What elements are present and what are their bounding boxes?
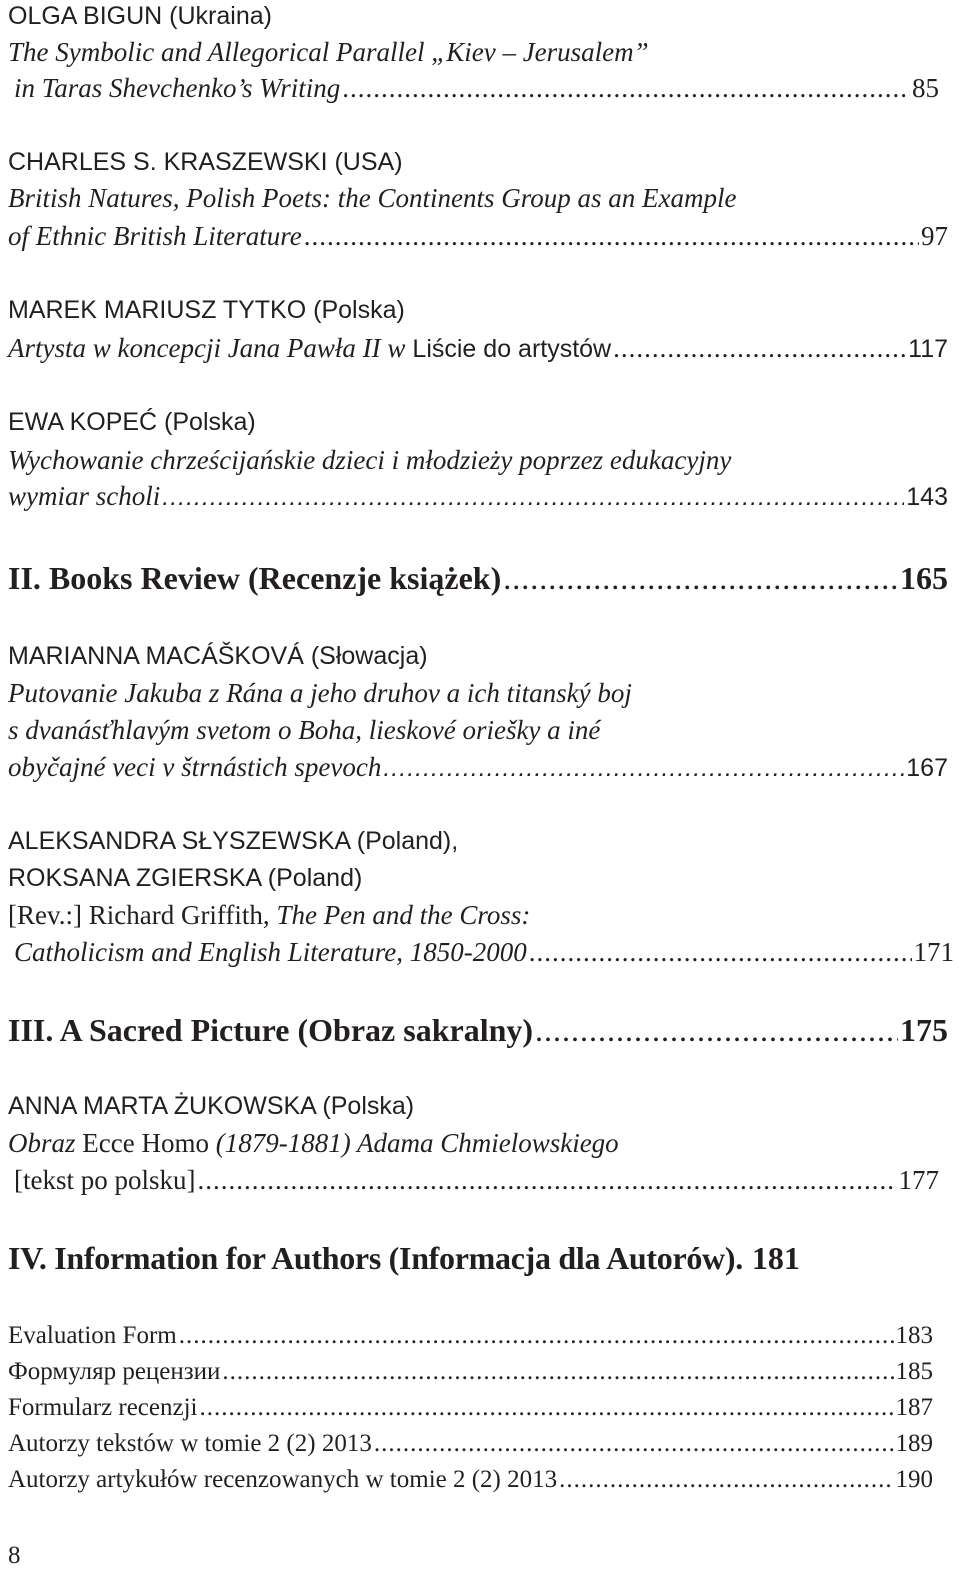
- page-number: 189: [895, 1430, 933, 1457]
- leader-dots: [200, 1390, 894, 1426]
- entry-title: Wychowanie chrześcijańskie dzieci i młodzieży poprzez edukacyjny: [8, 445, 732, 475]
- page-number: 190: [895, 1466, 933, 1493]
- entry-title: Putovanie Jakuba z Rána a jeho druhov a ich titanský boj: [8, 678, 632, 708]
- entry-title: Evaluation Form: [8, 1322, 177, 1349]
- entry-title-line: [8, 897, 530, 933]
- toc-entry-row[interactable]: [8, 1390, 933, 1426]
- folio-page-number: 8: [8, 1542, 21, 1569]
- entry-title: obyčajné veci v štrnástich spevoch: [8, 752, 382, 782]
- entry-author: ROKSANA ZGIERSKA (Poland): [8, 864, 363, 892]
- entry-title: s dvanásťhlavým svetom o Boha, lieskové oriešky a iné: [8, 715, 601, 745]
- toc-entry-row[interactable]: [8, 478, 948, 514]
- page-number: 117: [908, 335, 948, 363]
- entry-title: of Ethnic British Literature: [8, 221, 302, 251]
- toc-entry-row[interactable]: [14, 70, 939, 106]
- toc-entry-row[interactable]: [8, 1426, 933, 1462]
- entry-title-line: [8, 1125, 619, 1161]
- page-number: 177: [898, 1165, 939, 1195]
- entry-title: Artysta w koncepcji Jana Pawła II w: [8, 333, 406, 363]
- leader-dots: [342, 70, 910, 106]
- leader-dots: [559, 1462, 893, 1498]
- entry-title-quoted: Liście do artystów: [412, 335, 612, 363]
- section-heading-row[interactable]: [8, 1012, 948, 1048]
- entry-author: MARIANNA MACÁŠKOVÁ (Słowacja): [8, 642, 428, 670]
- leader-dots: [383, 750, 904, 786]
- leader-dots: [222, 1354, 893, 1390]
- leader-dots: [529, 934, 912, 970]
- section-heading: IV. Information for Authors (Informacja dla Autorów).: [8, 1240, 743, 1276]
- toc-entry-row[interactable]: [8, 330, 948, 366]
- leader-dots: [162, 479, 904, 515]
- entry-title: British Natures, Polish Poets: the Continents Group as an Example: [8, 183, 737, 213]
- leader-dots: [503, 560, 898, 596]
- entry-title-quoted: Ecce Homo: [82, 1128, 209, 1158]
- entry-author: ALEKSANDRA SŁYSZEWSKA (Poland),: [8, 827, 459, 855]
- page-number: 171: [913, 937, 954, 967]
- entry-title: Autorzy tekstów w tomie 2 (2) 2013: [8, 1430, 372, 1457]
- entry-title: Catholicism and English Literature, 1850-2000: [14, 937, 527, 967]
- entry-author: CHARLES S. KRASZEWSKI (USA): [8, 148, 403, 176]
- toc-entry-row[interactable]: [14, 1162, 939, 1198]
- page-number: 183: [895, 1322, 933, 1349]
- page-number: 187: [895, 1394, 933, 1421]
- toc-entry-row[interactable]: [14, 934, 954, 970]
- toc-entry-row[interactable]: [8, 1462, 933, 1498]
- entry-title: in Taras Shevchenko’s Writing: [14, 73, 341, 103]
- review-prefix: [Rev.:] Richard Griffith,: [8, 900, 270, 930]
- entry-title: Formularz recenzji: [8, 1394, 198, 1421]
- page-number: 175: [900, 1012, 948, 1048]
- page-number: 165: [900, 560, 948, 596]
- toc-entry-row[interactable]: [8, 1354, 933, 1390]
- entry-author: MAREK MARIUSZ TYTKO (Polska): [8, 296, 405, 324]
- page-number: 97: [921, 221, 948, 251]
- page-number: 85: [912, 73, 939, 103]
- toc-entry-row[interactable]: [8, 218, 948, 254]
- entry-title: wymiar scholi: [8, 481, 161, 511]
- section-heading-row[interactable]: [8, 1240, 948, 1276]
- toc-entry-row[interactable]: [8, 1318, 933, 1354]
- section-heading: II. Books Review (Recenzje książek): [8, 560, 502, 596]
- section-heading: III. A Sacred Picture (Obraz sakralny): [8, 1012, 534, 1048]
- entry-title: The Pen and the Cross:: [276, 900, 531, 930]
- leader-dots: [374, 1426, 894, 1462]
- entry-title: [tekst po polsku]: [14, 1165, 196, 1195]
- entry-title: The Symbolic and Allegorical Parallel „Kiev – Jerusalem”: [8, 37, 649, 67]
- leader-dots: [535, 1012, 898, 1048]
- page-number: 185: [895, 1358, 933, 1385]
- page-number: 181: [751, 1240, 800, 1276]
- leader-dots: [179, 1318, 894, 1354]
- toc-entry-row[interactable]: [8, 749, 948, 785]
- leader-dots: [613, 330, 906, 366]
- leader-dots: [198, 1162, 897, 1198]
- entry-title: (1879-1881) Adama Chmielowskiego: [215, 1128, 619, 1158]
- leader-dots: [304, 218, 919, 254]
- entry-author: EWA KOPEĆ (Polska): [8, 408, 256, 436]
- entry-author: ANNA MARTA ŻUKOWSKA (Polska): [8, 1092, 415, 1120]
- entry-author: OLGA BIGUN (Ukraina): [8, 2, 272, 30]
- section-heading-row[interactable]: [8, 560, 948, 596]
- entry-title: Autorzy artykułów recenzowanych w tomie 2 (2) 2013: [8, 1466, 558, 1493]
- page-number: 167: [906, 754, 948, 782]
- page-number: 143: [906, 483, 948, 511]
- entry-title: Формуляр рецензии: [8, 1358, 221, 1385]
- entry-title: Obraz: [8, 1128, 76, 1158]
